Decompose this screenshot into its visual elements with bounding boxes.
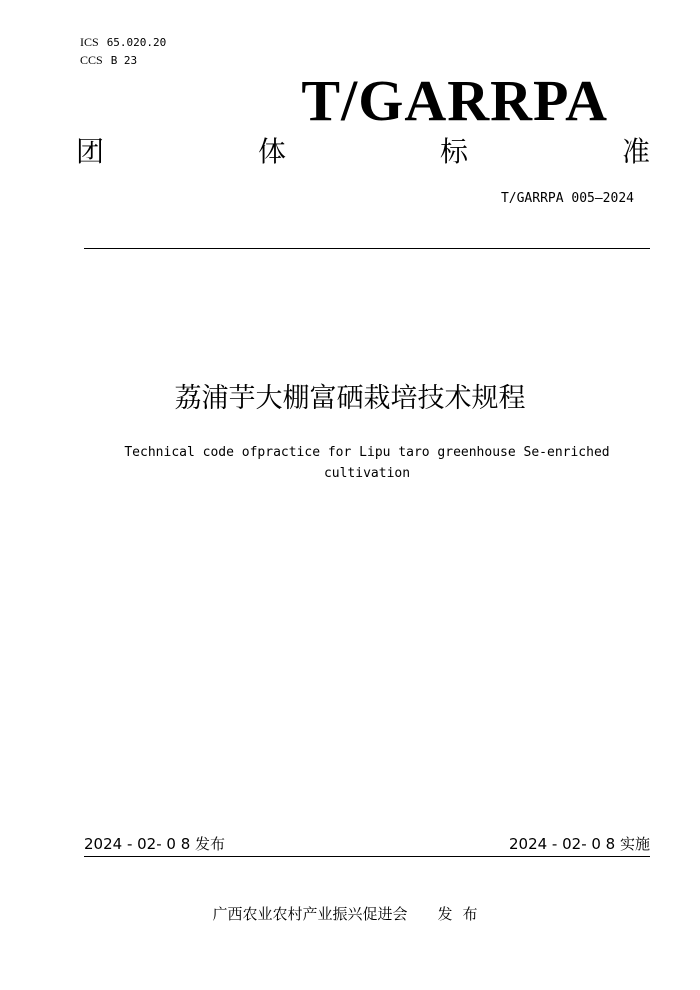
publisher-verb: 发布 <box>437 905 488 923</box>
bottom-divider <box>84 856 650 857</box>
standard-type-char: 团 <box>76 135 105 168</box>
ics-classification <box>80 35 166 50</box>
publisher-organization: 广西农业农村产业振兴促进会 <box>212 905 408 923</box>
top-divider <box>84 248 650 249</box>
ics-value: 65.020.20 <box>106 36 167 49</box>
ccs-label: CCS <box>80 53 103 67</box>
ics-label: ICS <box>80 35 99 49</box>
title-chinese: 荔浦芋大棚富硒栽培技术规程 <box>174 383 526 414</box>
ccs-value: B 23 <box>110 54 138 67</box>
ccs-classification <box>80 53 137 68</box>
standard-type-char: 标 <box>439 135 468 168</box>
implementation-date: 2024 - 02- 0 8 实施 <box>508 835 650 853</box>
standard-type-heading <box>76 134 650 170</box>
standard-type-char: 体 <box>257 135 286 168</box>
standard-type-char: 准 <box>621 135 650 168</box>
title-english: Technical code ofpractice for Lipu taro greenhouse Se-enriched cultivation <box>124 445 610 481</box>
organization-mark: T/GARRPA <box>301 68 608 133</box>
publisher-line <box>0 904 700 924</box>
standard-number: T/GARRPA 005—2024 <box>500 191 634 206</box>
issue-date: 2024 - 02- 0 8 发布 <box>84 835 226 853</box>
